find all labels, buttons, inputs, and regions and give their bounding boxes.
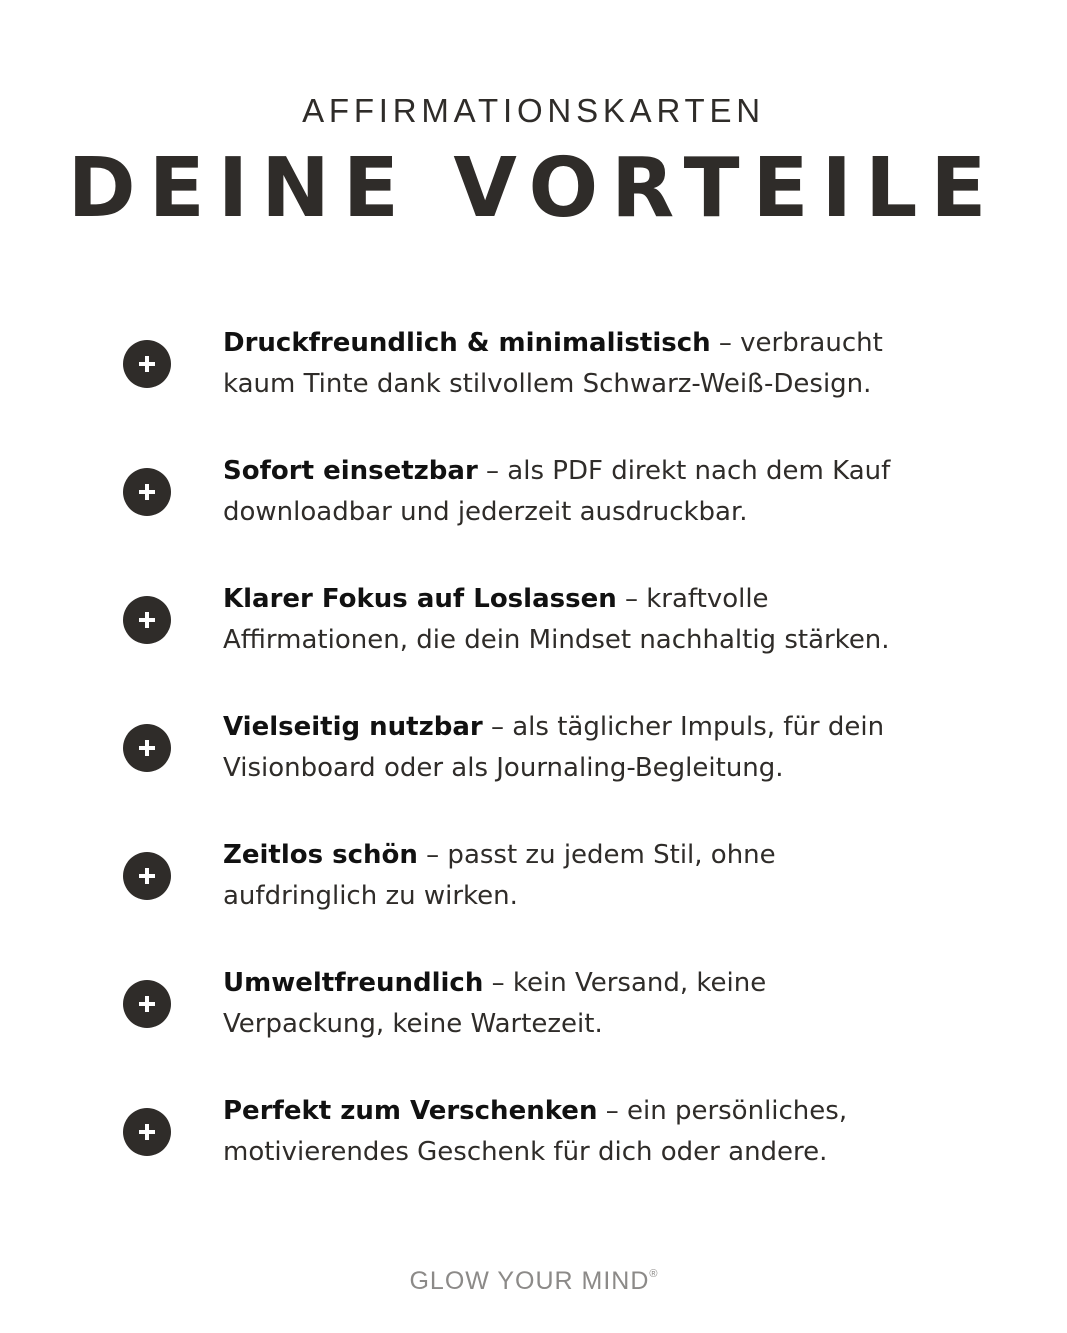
benefit-title: Umweltfreundlich (223, 968, 484, 998)
benefit-text (223, 835, 1003, 917)
benefit-description-line2: downloadbar und jederzeit ausdruckbar. (223, 497, 748, 527)
plus-icon (123, 1108, 171, 1156)
plus-icon (123, 468, 171, 516)
benefit-description-line1: – ein persönliches, (597, 1096, 848, 1126)
benefit-description-line1: – als PDF direkt nach dem Kauf (477, 456, 891, 486)
benefit-item (0, 579, 1067, 679)
benefit-item (0, 451, 1067, 551)
benefit-text (223, 451, 1003, 533)
benefit-description-line2: kaum Tinte dank stilvollem Schwarz-Weiß-Design. (223, 369, 872, 399)
page-title: DEINE VORTEILE (67, 141, 1000, 236)
benefit-title: Druckfreundlich & minimalistisch (223, 328, 711, 358)
benefit-text (223, 323, 1003, 405)
plus-icon (123, 852, 171, 900)
benefit-text (223, 1091, 1003, 1173)
registered-mark: ® (649, 1268, 658, 1280)
benefit-description-line1: – kraftvolle (616, 584, 769, 614)
plus-icon (123, 340, 171, 388)
benefit-title: Klarer Fokus auf Loslassen (223, 584, 617, 614)
benefit-description-line2: aufdringlich zu wirken. (223, 881, 518, 911)
benefit-text (223, 707, 1003, 789)
benefit-description-line1: – passt zu jedem Stil, ohne (417, 840, 776, 870)
brand-footer (0, 1267, 1067, 1296)
plus-icon (123, 596, 171, 644)
benefit-description-line2: Affirmationen, die dein Mindset nachhaltig stärken. (223, 625, 890, 655)
benefit-description-line2: motivierendes Geschenk für dich oder andere. (223, 1137, 828, 1167)
benefit-text (223, 963, 1003, 1045)
benefit-description-line1: – als täglicher Impuls, für dein (482, 712, 885, 742)
benefit-item (0, 323, 1067, 423)
benefit-text (223, 579, 1003, 661)
benefit-description-line2: Visionboard oder als Journaling-Begleitung. (223, 753, 784, 783)
plus-icon (123, 980, 171, 1028)
page-subtitle: AFFIRMATIONSKARTEN (302, 92, 765, 129)
benefit-title: Vielseitig nutzbar (223, 712, 483, 742)
benefit-title: Zeitlos schön (223, 840, 418, 870)
benefit-description-line1: – kein Versand, keine (483, 968, 767, 998)
benefit-item (0, 1091, 1067, 1191)
benefit-item (0, 963, 1067, 1063)
benefit-item (0, 707, 1067, 807)
benefit-description-line1: – verbraucht (710, 328, 883, 358)
benefit-title: Perfekt zum Verschenken (223, 1096, 598, 1126)
benefit-description-line2: Verpackung, keine Wartezeit. (223, 1009, 603, 1039)
benefit-item (0, 835, 1067, 935)
plus-icon (123, 724, 171, 772)
brand-name: GLOW YOUR MIND (409, 1267, 650, 1295)
benefit-title: Sofort einsetzbar (223, 456, 478, 486)
